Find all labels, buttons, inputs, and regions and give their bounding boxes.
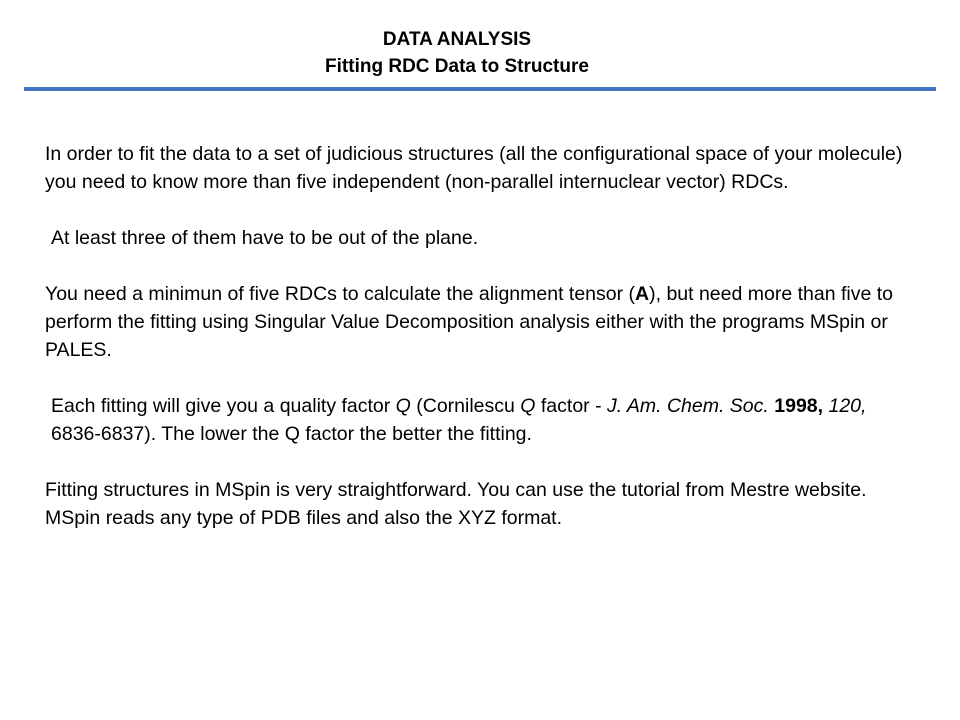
paragraph-text: ), but need more than five to perform the fitting using Singular Value Decomposition analysis either with the programs MSpin or PALES.: [45, 283, 894, 361]
paragraph-text: Fitting structures in MSpin is very straightforward. You can use the tutorial from Mestre website. MSpin reads any type of PDB files and also the XYZ format.: [45, 479, 867, 529]
slide-title: Fitting RDC Data to Structure: [325, 56, 589, 77]
paragraph-text: factor -: [535, 395, 607, 417]
paragraph-text: You need a minimun of five RDCs to calculate the alignment tensor (: [45, 283, 636, 305]
citation-year: 1998,: [774, 395, 824, 417]
slide-body: [45, 140, 915, 560]
header-divider: [24, 87, 936, 91]
slide-header: [0, 26, 914, 80]
tensor-symbol: A: [635, 283, 650, 305]
paragraph-text: (Cornilescu: [410, 395, 521, 417]
paragraph-text: In order to fit the data to a set of judicious structures (all the configurational space of your molecule) you need to know more than five independent (non-parallel internuclear vector) RDCs.: [45, 143, 903, 193]
section-title: DATA ANALYSIS: [382, 29, 532, 50]
paragraph-alignment-tensor: [45, 280, 915, 364]
paragraph-mspin: [45, 476, 915, 532]
paragraph-quality-factor: [45, 392, 915, 448]
paragraph-text: 6836-6837). The lower the Q factor the better the fitting.: [51, 423, 532, 445]
paragraph-rdc-requirement: [45, 140, 915, 196]
paragraph-out-of-plane: [45, 224, 915, 252]
journal-name: J. Am. Chem. Soc.: [607, 395, 769, 417]
q-symbol: Q: [395, 395, 411, 417]
q-symbol: Q: [520, 395, 536, 417]
paragraph-text: Each fitting will give you a quality factor: [51, 395, 396, 417]
citation-volume: 120,: [828, 395, 867, 417]
paragraph-text: At least three of them have to be out of the plane.: [51, 227, 479, 249]
